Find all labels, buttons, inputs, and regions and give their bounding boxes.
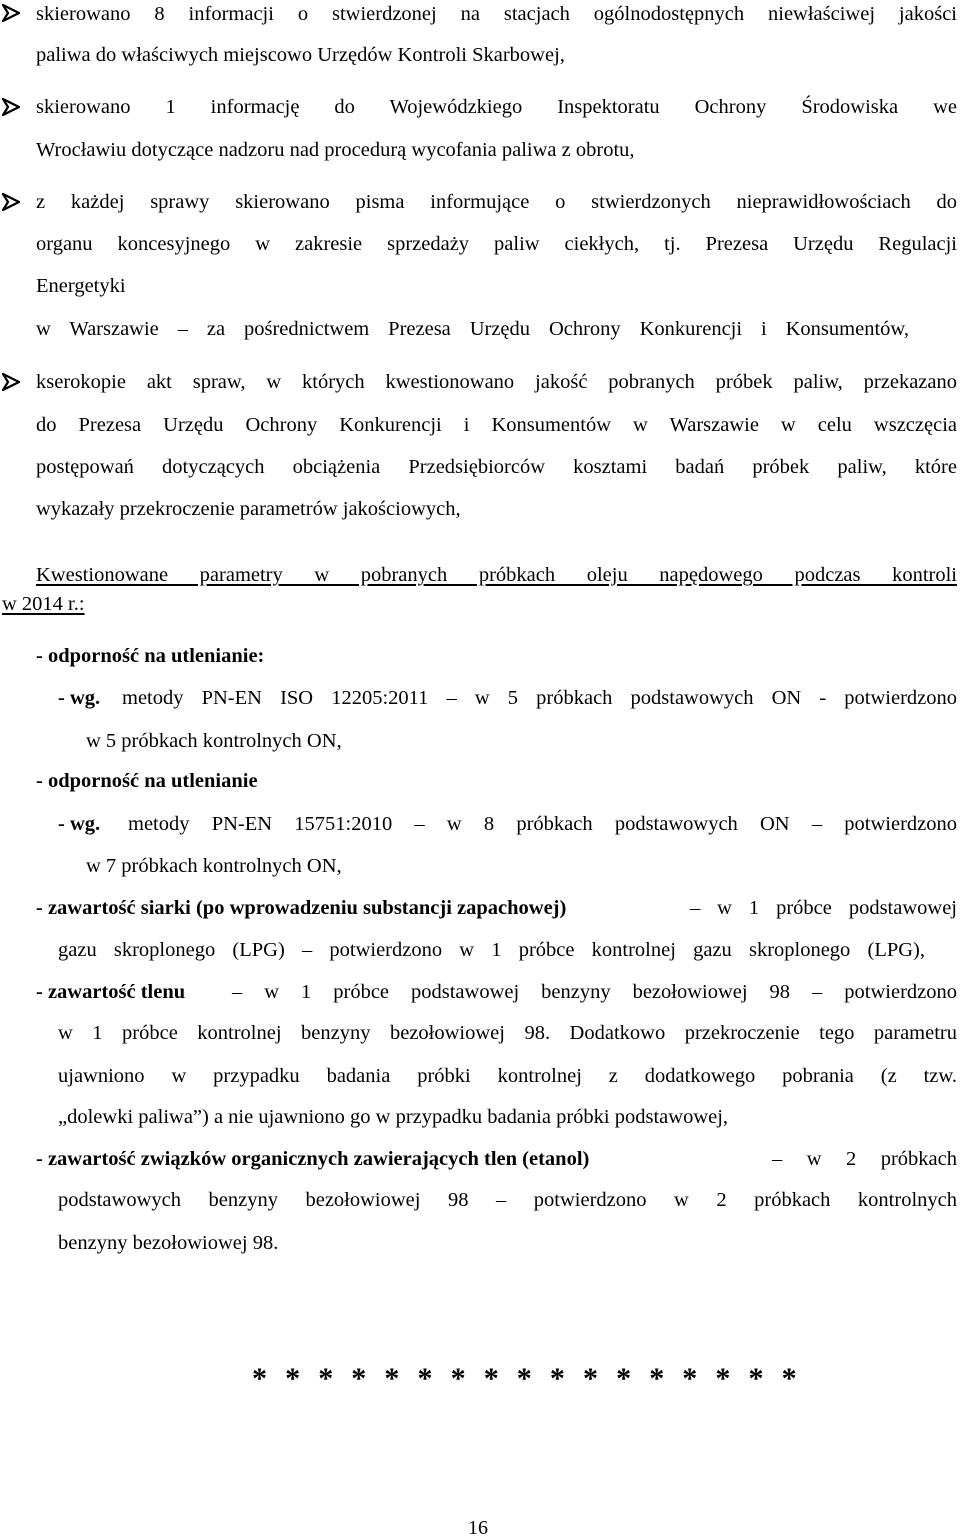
param-4-rest: – w 1 próbce podstawowej benzyny bezołowiowej 98 – potwierdzono	[232, 981, 957, 1003]
param-5-rest: – w 2 próbkach	[772, 1148, 957, 1170]
bullet-3-line-4: w Warszawie – za pośrednictwem Prezesa Urzędu Ochrony Konkurencji i Konsumentów,	[36, 318, 909, 340]
param-2-line-1: metody PN-EN 15751:2010 – w 8 próbkach podstawowych ON – potwierdzono	[128, 813, 957, 835]
param-4-line-2: w 1 próbce kontrolnej benzyny bezołowiowej 98. Dodatkowo przekroczenie tego parametru	[58, 1022, 957, 1044]
bullet-4-line-3: postępowań dotyczących obciążenia Przedsiębiorców kosztami badań próbek paliw, które	[36, 456, 957, 478]
param-4-line-4: „dolewki paliwa”) a nie ujawniono go w przypadku badania próbki podstawowej,	[58, 1106, 729, 1128]
asterisk-separator: * * * * * * * * * * * * * * * * *	[252, 1362, 802, 1395]
param-1-title: - odporność na utlenianie:	[36, 645, 265, 667]
bullet-2-line-1: skierowano 1 informację do Wojewódzkiego Inspektoratu Ochrony Środowiska we	[36, 96, 957, 118]
bullet-1-line-2: paliwa do właściwych miejscowo Urzędów Kontroli Skarbowej,	[36, 44, 565, 66]
param-1-dash: - wg.	[58, 687, 101, 709]
param-2-line-2: w 7 próbkach kontrolnych ON,	[86, 855, 342, 877]
param-1-line-2: w 5 próbkach kontrolnych ON,	[86, 730, 342, 752]
param-4-line-3: ujawniono w przypadku badania próbki kontrolnej z dodatkowego pobrania (z tzw.	[58, 1065, 957, 1087]
bullet-4-line-1: kserokopie akt spraw, w których kwestionowano jakość pobranych próbek paliw, przekazano	[36, 371, 957, 393]
param-2-dash: - wg.	[58, 813, 101, 835]
arrowhead-bullet-icon	[2, 373, 20, 391]
bullet-4-line-2: do Prezesa Urzędu Ochrony Konkurencji i Konsumentów w Warszawie w celu wszczęcia	[36, 414, 957, 436]
bullet-2-line-2: Wrocławiu dotyczące nadzoru nad procedurą wycofania paliwa z obrotu,	[36, 139, 635, 161]
bullet-1-line-1: skierowano 8 informacji o stwierdzonej na stacjach ogólnodostępnych niewłaściwej jakości	[36, 3, 957, 25]
param-4-bold: - zawartość tlenu	[36, 981, 186, 1003]
section-heading-line-1: Kwestionowane parametry w pobranych próbkach oleju napędowego podczas kontroli	[36, 564, 957, 586]
page-number: 16	[468, 1517, 488, 1539]
bullet-3-line-1: z każdej sprawy skierowano pisma informujące o stwierdzonych nieprawidłowościach do	[36, 191, 957, 213]
arrowhead-bullet-icon	[2, 4, 20, 22]
arrowhead-bullet-icon	[2, 193, 20, 211]
arrowhead-bullet-icon	[2, 98, 20, 116]
bullet-3-line-2: organu koncesyjnego w zakresie sprzedaży paliw ciekłych, tj. Prezesa Urzędu Regulacji	[36, 233, 957, 255]
param-5-line-2: podstawowych benzyny bezołowiowej 98 – potwierdzono w 2 próbkach kontrolnych	[58, 1189, 957, 1211]
param-3-line-2: gazu skroplonego (LPG) – potwierdzono w 1 próbce kontrolnej gazu skroplonego (LPG),	[58, 939, 925, 961]
bullet-3-line-3: Energetyki	[36, 275, 126, 297]
param-5-bold: - zawartość związków organicznych zawierających tlen (etanol)	[36, 1148, 590, 1170]
param-1-line-1: metody PN-EN ISO 12205:2011 – w 5 próbkach podstawowych ON - potwierdzono	[122, 687, 957, 709]
param-3-bold: - zawartość siarki (po wprowadzeniu substancji zapachowej)	[36, 897, 567, 919]
param-5-line-3: benzyny bezołowiowej 98.	[58, 1232, 279, 1254]
param-2-title: - odporność na utlenianie	[36, 770, 258, 792]
section-heading-line-2: w 2014 r.:	[2, 593, 85, 615]
bullet-4-line-4: wykazały przekroczenie parametrów jakościowych,	[36, 498, 461, 520]
param-3-rest: – w 1 próbce podstawowej	[690, 897, 957, 919]
